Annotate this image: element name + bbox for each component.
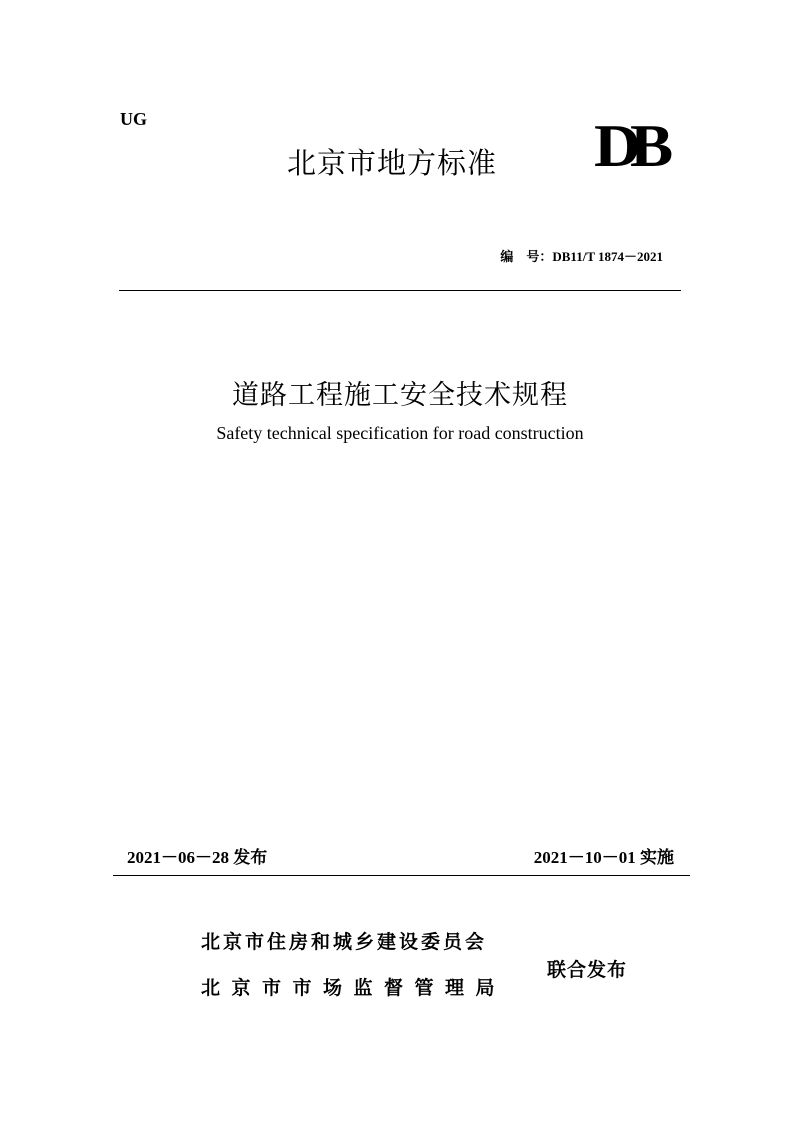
issuer-housing-commission: 北京市住房和城乡建设委员会 bbox=[201, 931, 488, 953]
classification-code: UG bbox=[120, 109, 147, 129]
implementation-date: 2021－10－01 实施 bbox=[533, 848, 674, 867]
db-logo: DB bbox=[594, 113, 663, 179]
standard-number-value: DB11/T 1874－2021 bbox=[552, 249, 663, 264]
standard-number bbox=[500, 246, 663, 265]
title-english: Safety technical specification for road construction bbox=[216, 423, 584, 443]
issuer-market-supervision: 北京市市场监督管理局 bbox=[201, 977, 507, 999]
bottom-divider bbox=[113, 875, 690, 876]
issue-date: 2021－06－28 发布 bbox=[127, 848, 268, 867]
top-divider bbox=[119, 290, 681, 291]
standard-number-label: 编 号： bbox=[500, 249, 553, 264]
joint-issue-label: 联合发布 bbox=[547, 959, 628, 981]
standard-type: 北京市地方标准 bbox=[287, 146, 498, 180]
title-chinese: 道路工程施工安全技术规程 bbox=[232, 380, 568, 411]
